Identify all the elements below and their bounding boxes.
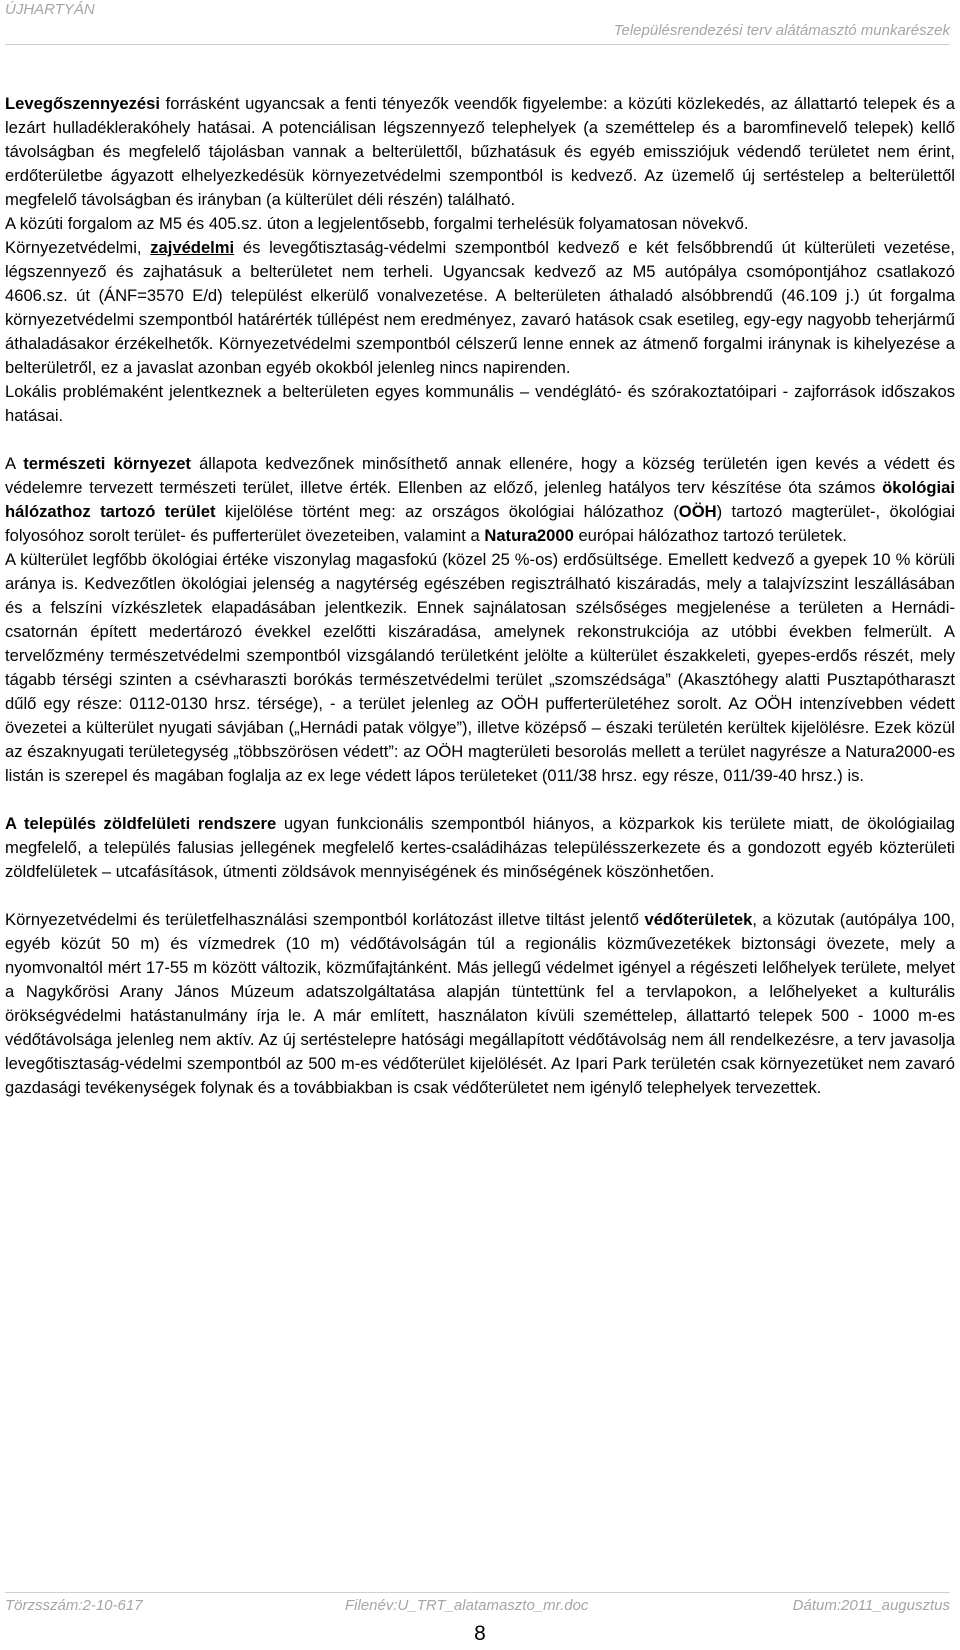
paragraph-local-noise xyxy=(5,380,955,428)
paragraph-ecology xyxy=(5,548,955,788)
paragraph-text: A külterület legfőbb ökológiai értéke viszonylag magasfokú (közel 25 %-os) erdősültsége. Emellett kedvező a gyepek 10 % körüli aránya is. Kedvezőtlen ökológiai jelenség a nagytérség egészében regisztrálható kiszáradás, mely a talajvízszint leszállásában és a felszíni vízkészletek elapadásában jelentkezik. Ennek sajnálatosan szélsőséges megjelenése a területen a Hernádi-csatornán épített medertározó évekkel ezelőtti kiszáradása, amelynek rekonstrukciója az utóbbi években felmerült. A tervelőzmény természetvédelmi szempontból vizsgálandó területként jelölte a külterület északkeleti, gyepes-erdős részét, mely tágabb térségi szinten a csévharaszti borókás természetvédelmi terület „szomszédsága” (Akasztóhegy alatti Pusztapótharaszt dűlő egy része: 0112-0130 hrsz. térsége), - a terület jelenleg az OÖH pufferterületéhez sorolt. Az OÖH intenzívebben védett övezetei a külterület nyugati sávjában („Hernádi patak völgye”), illetve középső – északi területén kerültek kijelölésre. Ezek közül az északnyugati területegység „többszörösen védett”: az OÖH magterületi besorolás mellett a terület nagyrésze a Natura2000-es listán is szerepel és magában foglalja az ex lege védett lápos területeket (011/38 hrsz. egy része, 011/39-40 hrsz.) is. xyxy=(5,550,955,785)
term-natural-environment: természeti környezet xyxy=(23,454,191,473)
footer-registry-number: Törzsszám:2-10-617 xyxy=(5,1597,143,1614)
paragraph-text: állapota kedvezőnek minősíthető annak ellenére, hogy a község területén igen kevés a védett és védelemre tervezett természeti terület, illetve érték. Ellenben az előző, jelenleg hatályos terv készítése óta számos xyxy=(5,454,955,497)
paragraph-air-pollution xyxy=(5,92,955,212)
term-noise-protection: zajvédelmi xyxy=(150,238,235,257)
footer-divider xyxy=(5,1592,950,1593)
paragraph-natural-environment xyxy=(5,452,955,548)
term-natura2000: Natura2000 xyxy=(484,526,574,545)
term-ooh: OÖH xyxy=(678,502,717,521)
paragraph-text: ugyan funkcionális szempontból hiányos, a közparkok kis területe miatt, de ökológiailag megfelelő, a település falusias jellegének megfelelő kertes-családiházas településszerkezete és a gondozott egyéb közterületi zöldfelületek – utcafásítások, útmenti zöldsávok mennyiségének és minőségének köszönhetően. xyxy=(5,814,955,881)
header-divider xyxy=(5,44,950,45)
header-document-title: Településrendezési terv alátámasztó munkarészek xyxy=(613,22,950,39)
paragraph-text: ) tartozó magterület-, ökológiai folyosóhoz sorolt terület- és pufferterület övezeteiben, valamint a xyxy=(5,502,956,545)
paragraph-text: A xyxy=(5,454,24,473)
term-air-pollution: Levegőszennyezési xyxy=(5,94,160,113)
paragraph-text: Lokális problémaként jelentkeznek a belterületen egyes kommunális – vendéglátó- és szórakoztatóipari - zajforrások időszakos hatásai. xyxy=(5,382,955,425)
paragraph-text: Környezetvédelmi, xyxy=(5,238,151,257)
paragraph-green-areas xyxy=(5,812,955,884)
footer-date: Dátum:2011_augusztus xyxy=(792,1597,950,1614)
paragraph-text: és levegőtisztaság-védelmi szempontból kedvező e két felsőbbrendű út külterületi vezetése, légszennyező és zajhatásuk a belterületet nem terheli. Ugyancsak kedvező az M5 autópálya csomópontjához csatlakozó 4606.sz. út (ÁNF=3570 E/d) települést elkerülő vonalvezetése. A belterületen áthaladó alsóbbrendű (46.109 j.) út forgalma környezetvédelmi szempontból határérték túllépést nem eredményez, zavaró hatások csak esetileg, egy-egy nagyobb teherjármű áthaladásakor érzékelhetők. Környezetvédelmi szempontból célszerű lenne ennek az átmenő forgalmi iránynak is kihelyezése a belterületről, ez a javaslat azonban egyéb okokból jelenleg nincs napirenden. xyxy=(5,238,955,377)
paragraph-protection-zones xyxy=(5,908,955,1100)
paragraph-text: európai hálózathoz tartozó területek. xyxy=(573,526,847,545)
term-ecological-network: ökológiai hálózathoz tartozó terület xyxy=(5,478,955,521)
page-number: 8 xyxy=(474,1622,486,1645)
term-protection-zones: védőterületek xyxy=(644,910,753,929)
paragraph-text: forrásként ugyancsak a fenti tényezők veendők figyelembe: a közúti közlekedés, az állattartó telepek és a lezárt hulladéklerakóhely hatásai. A potenciálisan légszennyező telephelyek (a szeméttelep és a baromfinevelő telepek) kellő távolságban és megfelelő tájolásban vannak a belterülettől, bűzhatásuk és egyéb emissziójuk védendő területet nem érint, erdőterületbe ágyazott elhelyezkedésük környezetvédelmi szempontból is kedvező. Az üzemelő új sertéstelep a belterülettől megfelelő távolságban és irányban (a külterület déli részén) található. xyxy=(5,94,955,209)
paragraph-text: Környezetvédelmi és területfelhasználási szempontból korlátozást illetve tiltást jelentő xyxy=(5,910,645,929)
paragraph-text: kijelölése történt meg: az országos ökológiai hálózathoz ( xyxy=(215,502,679,521)
paragraph-text: , a közutak (autópálya 100, egyéb közút 50 m) és vízmedrek (10 m) védőtávolságán túl a regionális közművezetékek biztonsági övezete, mely a nyomvonaltól mért 17-55 m között változik, közműfajtánként. Más jellegű védelmet igényel a régészeti lelőhelyek területe, melyet a Nagykőrösi Arany János Múzeum adatszolgáltatása alapján tüntettünk fel a tervlapokon, a lelőhelyeket a kulturális örökségvédelmi hatástanulmány írja le. A már említett, használaton kívüli szeméttelep, állattartó telepek 500 - 1000 m-es védőtávolsága jelenleg nem aktív. Az új sertéstelepre hatósági megállapított védőtávolság nem áll rendelkezésre, a terv javasolja levegőtisztaság-védelmi szempontból az 500 m-es védőterület kijelölését. Az Ipari Park területén csak környezetüket nem zavaró gazdasági tevékenységek folynak és a továbbiakban is csak védőterületet nem igénylő telephelyek tervezettek. xyxy=(5,910,955,1097)
paragraph-text: A közúti forgalom az M5 és 405.sz. úton a legjelentősebb, forgalmi terhelésük folyamatosan növekvő. xyxy=(5,214,749,233)
paragraph-traffic xyxy=(5,212,955,236)
document-body xyxy=(5,92,955,1100)
term-green-system: A település zöldfelületi rendszere xyxy=(5,814,277,833)
header-project-name: ÚJHARTYÁN xyxy=(5,1,95,18)
footer-filename: Filenév:U_TRT_alatamaszto_mr.doc xyxy=(345,1597,589,1614)
paragraph-noise xyxy=(5,236,955,380)
